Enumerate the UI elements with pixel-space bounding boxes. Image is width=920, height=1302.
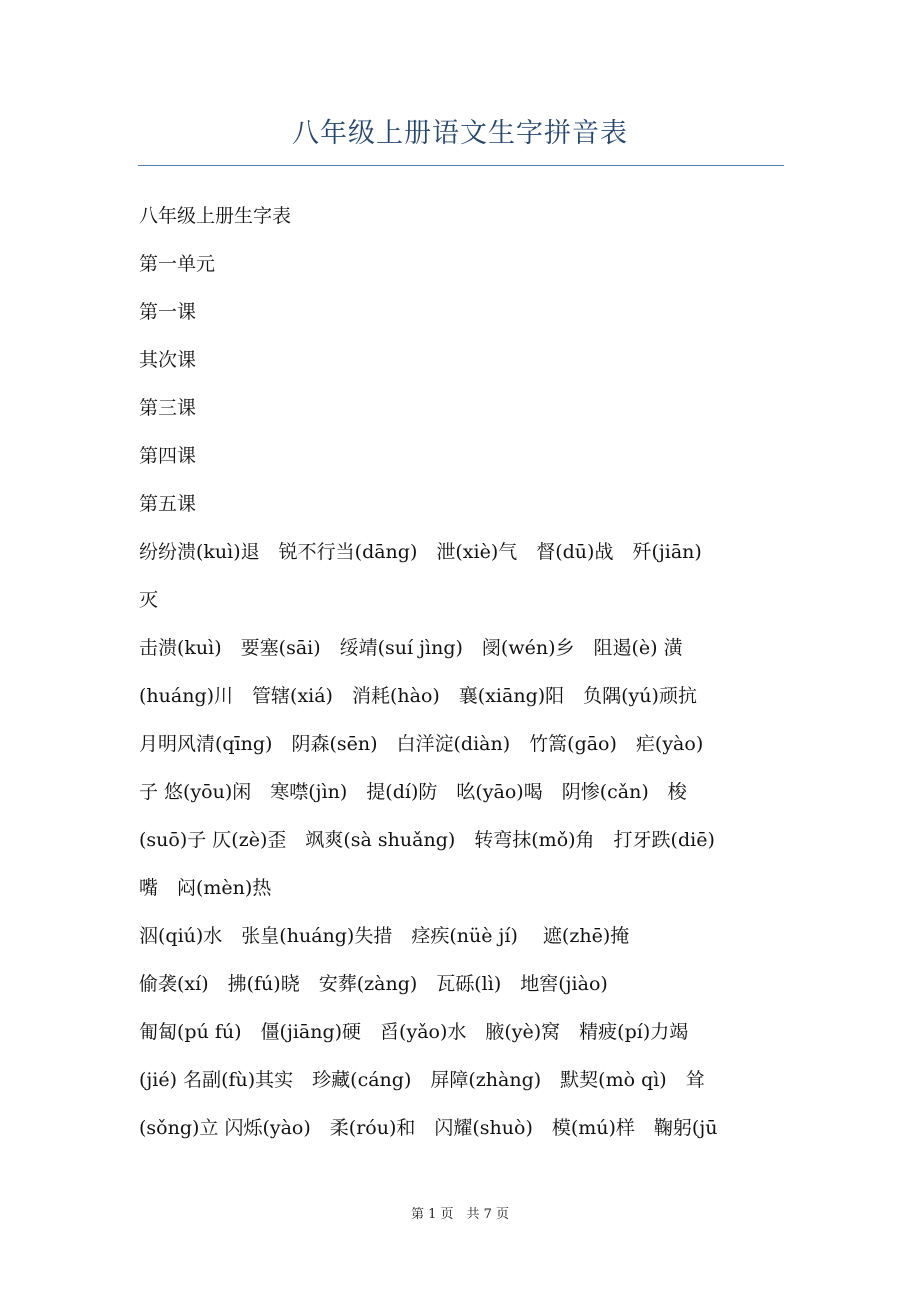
text-line: 月明风清(qīng) 阴森(sēn) 白洋淀(diàn) 竹篙(gāo) 疟(yào) <box>139 733 704 755</box>
text-line: (jié) 名副(fù)其实 珍藏(cáng) 屏障(zhàng) 默契(mò qì) 耸 <box>139 1069 705 1091</box>
title-underline <box>138 165 784 166</box>
text-line: (sǒng)立 闪烁(yào) 柔(róu)和 闪耀(shuò) 模(mú)样 鞠躬(jū <box>139 1117 718 1139</box>
text-line: 匍匐(pú fú) 僵(jiāng)硬 舀(yǎo)水 腋(yè)窝 精疲(pí)力竭 <box>139 1021 689 1043</box>
text-line: 泅(qiú)水 张皇(huáng)失措 痉疾(nüè jí) 遮(zhē)掩 <box>139 925 630 947</box>
text-line: 第五课 <box>139 493 197 515</box>
text-line: 子 悠(yōu)闲 寒噤(jìn) 提(dí)防 吆(yāo)喝 阴惨(cǎn) 梭 <box>139 781 687 803</box>
text-line: (suō)子 仄(zè)歪 飒爽(sà shuǎng) 转弯抹(mǒ)角 打牙跌(diē) <box>139 829 715 851</box>
text-line: 击溃(kuì) 要塞(sāi) 绥靖(suí jìng) 阌(wén)乡 阻遏(è) 潢 <box>139 637 683 659</box>
document-title: 八年级上册语文生字拼音表 <box>292 118 628 149</box>
text-line: 偷袭(xí) 拂(fú)晓 安葬(zàng) 瓦砾(lì) 地窖(jiào) <box>139 973 608 995</box>
text-line: 第一单元 <box>139 253 216 275</box>
text-line: 纷纷溃(kuì)退 锐不行当(dāng) 泄(xiè)气 督(dū)战 歼(jiān) <box>139 541 702 563</box>
text-line: 灭 <box>139 589 159 611</box>
text-line: 第四课 <box>139 445 197 467</box>
text-line: 其次课 <box>139 349 197 371</box>
text-line: 嘴 闷(mèn)热 <box>139 877 272 899</box>
page-footer: 第 1 页 共 7 页 <box>410 1207 510 1222</box>
text-line: 第三课 <box>139 397 197 419</box>
document-body <box>139 192 789 1152</box>
text-line: (huáng)川 管辖(xiá) 消耗(hào) 襄(xiāng)阳 负隅(yú)顽抗 <box>139 685 697 707</box>
text-line: 八年级上册生字表 <box>139 205 292 227</box>
text-line: 第一课 <box>139 301 197 323</box>
